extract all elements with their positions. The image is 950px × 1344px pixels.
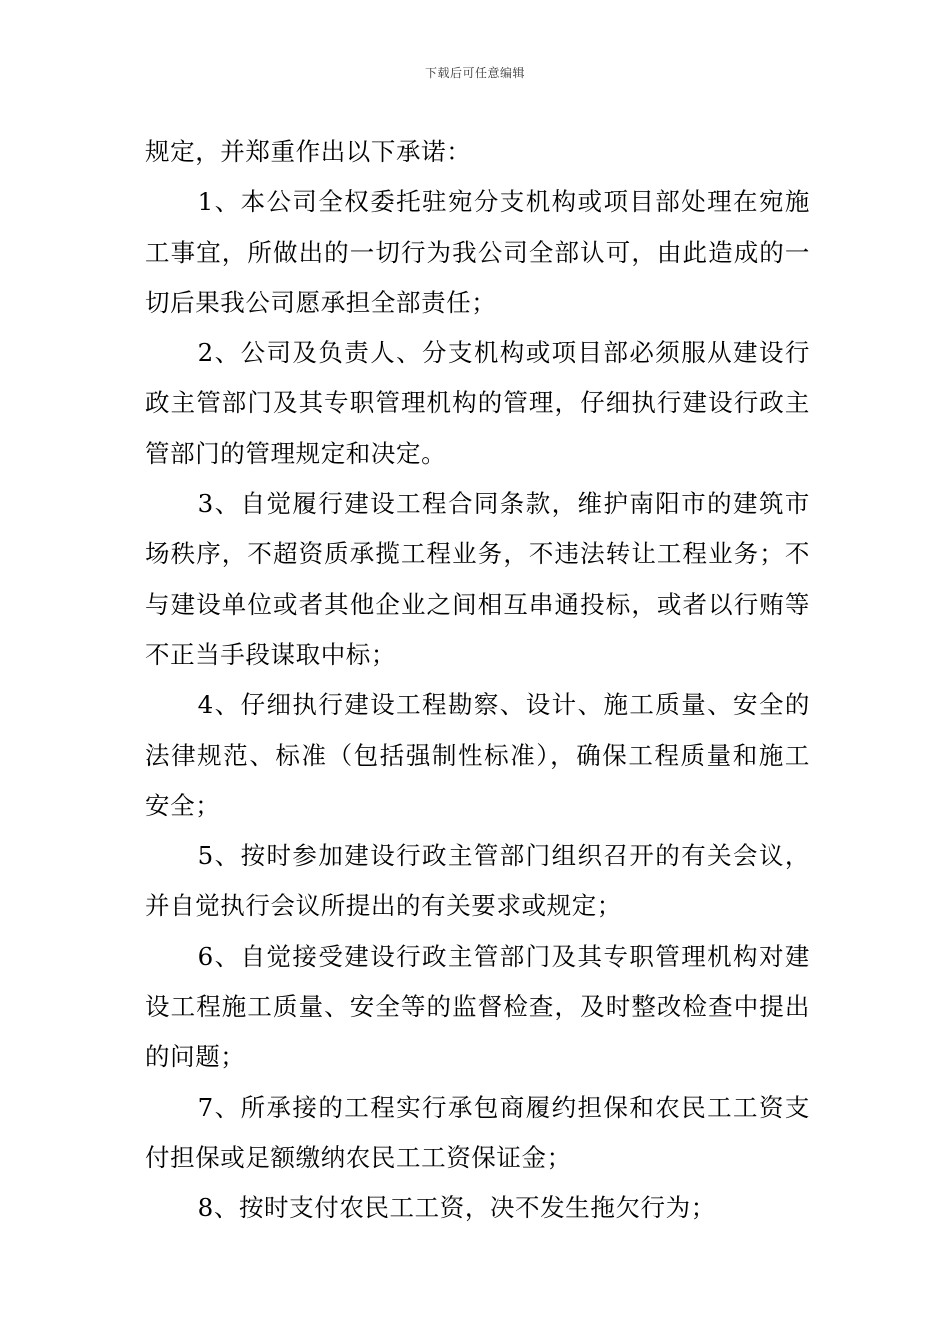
commitment-item-6: 6、自觉接受建设行政主管部门及其专职管理机构对建设工程施工质量、安全等的监督检查，及时整改检查中提出的问题； [145, 941, 810, 1072]
document-body [145, 127, 810, 1234]
commitment-item-7: 7、所承接的工程实行承包商履约担保和农民工工资支付担保或足额缴纳农民工工资保证金； [145, 1092, 810, 1172]
page-header-note: 下载后可任意编辑 [424, 66, 525, 80]
commitment-item-2: 2、公司及负责人、分支机构或项目部必须服从建设行政主管部门及其专职管理机构的管理，仔细执行建设行政主管部门的管理规定和决定。 [145, 338, 810, 468]
continuation-paragraph: 规定，并郑重作出以下承诺： [145, 137, 472, 166]
commitment-item-3: 3、自觉履行建设工程合同条款，维护南阳市的建筑市场秩序，不超资质承揽工程业务，不违法转让工程业务；不与建设单位或者其他企业之间相互串通投标，或者以行贿等不正当手段谋取中标； [145, 489, 810, 669]
commitment-item-4: 4、仔细执行建设工程勘察、设计、施工质量、安全的法律规范、标准（包括强制性标准），确保工程质量和施工安全； [145, 690, 810, 820]
commitment-item-1: 1、本公司全权委托驻宛分支机构或项目部处理在宛施工事宜，所做出的一切行为我公司全部认可，由此造成的一切后果我公司愿承担全部责任； [145, 187, 810, 317]
commitment-item-8: 8、按时支付农民工工资，决不发生拖欠行为； [197, 1193, 716, 1223]
commitment-item-5: 5、按时参加建设行政主管部门组织召开的有关会议，并自觉执行会议所提出的有关要求或规定； [145, 841, 810, 921]
